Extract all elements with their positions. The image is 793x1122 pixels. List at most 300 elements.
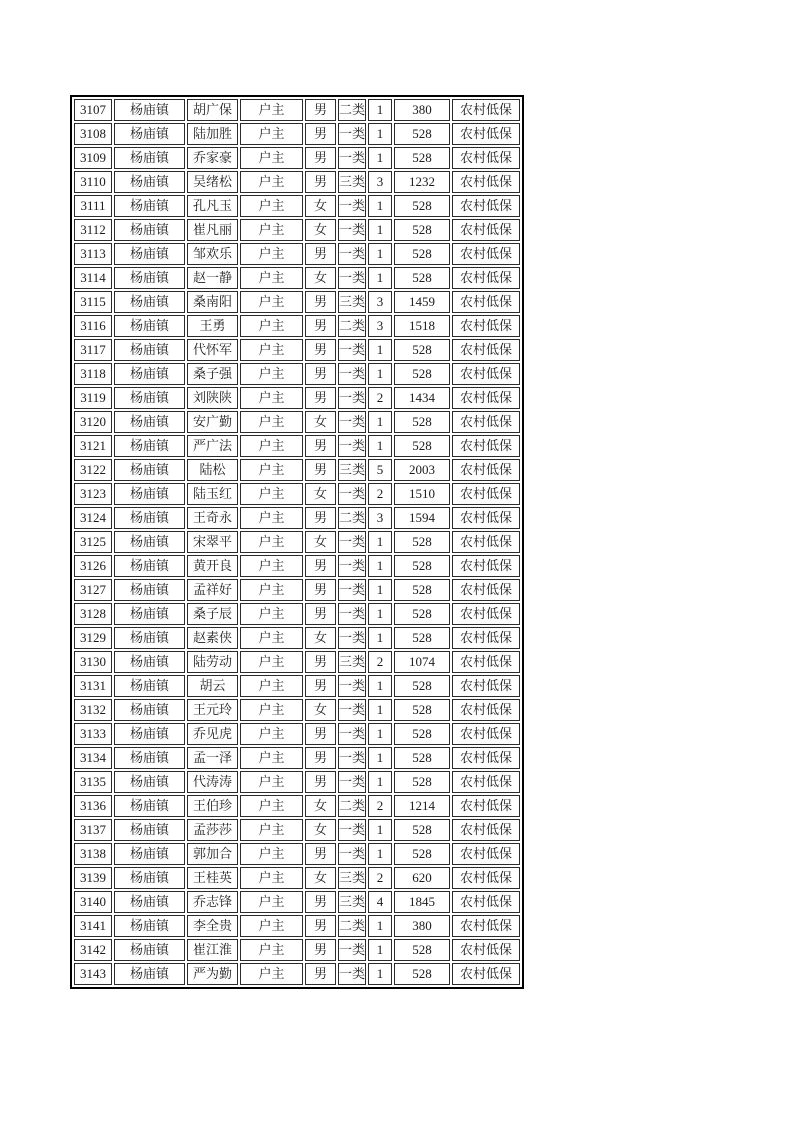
cell-gender: 男 [305,963,336,985]
cell-category: 三类 [338,891,366,913]
cell-id: 3114 [74,267,112,289]
cell-id: 3109 [74,147,112,169]
cell-welfare: 农村低保 [452,915,520,937]
cell-relation: 户主 [240,363,303,385]
cell-welfare: 农村低保 [452,435,520,457]
cell-relation: 户主 [240,843,303,865]
cell-id: 3118 [74,363,112,385]
cell-id: 3111 [74,195,112,217]
cell-welfare: 农村低保 [452,531,520,553]
table-row [74,843,520,865]
welfare-records-table [70,95,524,989]
cell-amount: 1214 [394,795,450,817]
cell-amount: 528 [394,819,450,841]
cell-count: 1 [368,939,392,961]
cell-relation: 户主 [240,747,303,769]
table-row [74,411,520,433]
cell-category: 一类 [338,363,366,385]
cell-name: 吴绪松 [187,171,238,193]
cell-welfare: 农村低保 [452,555,520,577]
cell-gender: 男 [305,459,336,481]
cell-name: 乔志锋 [187,891,238,913]
cell-gender: 男 [305,555,336,577]
cell-category: 一类 [338,723,366,745]
cell-gender: 男 [305,147,336,169]
cell-town: 杨庙镇 [114,411,185,433]
cell-welfare: 农村低保 [452,507,520,529]
cell-town: 杨庙镇 [114,603,185,625]
table-row [74,795,520,817]
cell-town: 杨庙镇 [114,315,185,337]
cell-name: 刘陕陕 [187,387,238,409]
cell-name: 胡云 [187,675,238,697]
cell-category: 一类 [338,147,366,169]
records-body [74,99,520,985]
cell-id: 3120 [74,411,112,433]
cell-name: 桑南阳 [187,291,238,313]
cell-welfare: 农村低保 [452,267,520,289]
cell-count: 1 [368,555,392,577]
table-row [74,915,520,937]
cell-name: 赵一静 [187,267,238,289]
cell-name: 孟一泽 [187,747,238,769]
cell-town: 杨庙镇 [114,675,185,697]
cell-count: 2 [368,387,392,409]
cell-amount: 528 [394,555,450,577]
table-row [74,483,520,505]
cell-relation: 户主 [240,435,303,457]
cell-relation: 户主 [240,627,303,649]
cell-welfare: 农村低保 [452,627,520,649]
cell-town: 杨庙镇 [114,123,185,145]
cell-id: 3131 [74,675,112,697]
cell-relation: 户主 [240,291,303,313]
cell-count: 3 [368,291,392,313]
cell-amount: 528 [394,627,450,649]
cell-count: 1 [368,915,392,937]
cell-count: 1 [368,435,392,457]
cell-name: 孟莎莎 [187,819,238,841]
cell-name: 王桂英 [187,867,238,889]
cell-category: 一类 [338,747,366,769]
table-row [74,771,520,793]
cell-amount: 528 [394,939,450,961]
cell-name: 严广法 [187,435,238,457]
table-row [74,315,520,337]
cell-category: 一类 [338,819,366,841]
cell-welfare: 农村低保 [452,891,520,913]
cell-name: 桑子强 [187,363,238,385]
cell-id: 3133 [74,723,112,745]
cell-name: 孟祥好 [187,579,238,601]
cell-count: 5 [368,459,392,481]
cell-town: 杨庙镇 [114,267,185,289]
cell-category: 一类 [338,387,366,409]
cell-category: 二类 [338,507,366,529]
cell-id: 3116 [74,315,112,337]
cell-relation: 户主 [240,915,303,937]
cell-town: 杨庙镇 [114,579,185,601]
cell-amount: 528 [394,603,450,625]
table-row [74,291,520,313]
cell-amount: 1518 [394,315,450,337]
cell-gender: 女 [305,531,336,553]
cell-town: 杨庙镇 [114,243,185,265]
cell-town: 杨庙镇 [114,291,185,313]
cell-category: 三类 [338,867,366,889]
cell-gender: 男 [305,651,336,673]
cell-name: 王伯珍 [187,795,238,817]
cell-id: 3141 [74,915,112,937]
cell-town: 杨庙镇 [114,723,185,745]
cell-count: 1 [368,339,392,361]
cell-count: 1 [368,627,392,649]
cell-id: 3119 [74,387,112,409]
cell-amount: 528 [394,675,450,697]
cell-welfare: 农村低保 [452,459,520,481]
cell-gender: 女 [305,795,336,817]
cell-welfare: 农村低保 [452,939,520,961]
cell-relation: 户主 [240,99,303,121]
cell-id: 3132 [74,699,112,721]
cell-town: 杨庙镇 [114,147,185,169]
table-row [74,651,520,673]
cell-gender: 男 [305,339,336,361]
cell-town: 杨庙镇 [114,195,185,217]
cell-category: 一类 [338,123,366,145]
table-row [74,267,520,289]
cell-amount: 528 [394,771,450,793]
cell-amount: 1074 [394,651,450,673]
cell-name: 崔凡丽 [187,219,238,241]
table-row [74,675,520,697]
cell-welfare: 农村低保 [452,843,520,865]
cell-relation: 户主 [240,723,303,745]
cell-category: 一类 [338,555,366,577]
cell-id: 3136 [74,795,112,817]
cell-category: 三类 [338,171,366,193]
table-row [74,963,520,985]
cell-category: 一类 [338,963,366,985]
table-row [74,195,520,217]
cell-count: 1 [368,675,392,697]
cell-count: 1 [368,363,392,385]
cell-town: 杨庙镇 [114,435,185,457]
cell-town: 杨庙镇 [114,795,185,817]
cell-gender: 男 [305,579,336,601]
cell-welfare: 农村低保 [452,219,520,241]
cell-name: 代怀军 [187,339,238,361]
cell-category: 一类 [338,771,366,793]
table-row [74,507,520,529]
cell-amount: 1510 [394,483,450,505]
cell-gender: 女 [305,867,336,889]
cell-gender: 男 [305,915,336,937]
cell-gender: 男 [305,363,336,385]
cell-town: 杨庙镇 [114,555,185,577]
cell-gender: 女 [305,483,336,505]
cell-welfare: 农村低保 [452,147,520,169]
cell-id: 3115 [74,291,112,313]
cell-gender: 女 [305,699,336,721]
cell-name: 陆劳动 [187,651,238,673]
cell-relation: 户主 [240,507,303,529]
cell-gender: 男 [305,291,336,313]
cell-amount: 1434 [394,387,450,409]
cell-name: 乔家豪 [187,147,238,169]
cell-relation: 户主 [240,219,303,241]
cell-town: 杨庙镇 [114,819,185,841]
cell-id: 3130 [74,651,112,673]
cell-town: 杨庙镇 [114,747,185,769]
cell-welfare: 农村低保 [452,747,520,769]
cell-welfare: 农村低保 [452,195,520,217]
cell-name: 陆玉红 [187,483,238,505]
cell-id: 3135 [74,771,112,793]
cell-gender: 男 [305,723,336,745]
cell-id: 3124 [74,507,112,529]
cell-name: 赵素侠 [187,627,238,649]
cell-gender: 女 [305,819,336,841]
cell-category: 一类 [338,411,366,433]
cell-relation: 户主 [240,339,303,361]
cell-amount: 528 [394,147,450,169]
cell-relation: 户主 [240,195,303,217]
cell-welfare: 农村低保 [452,483,520,505]
cell-relation: 户主 [240,939,303,961]
cell-welfare: 农村低保 [452,579,520,601]
cell-town: 杨庙镇 [114,939,185,961]
table-row [74,171,520,193]
cell-category: 一类 [338,531,366,553]
cell-id: 3122 [74,459,112,481]
cell-gender: 男 [305,771,336,793]
cell-town: 杨庙镇 [114,339,185,361]
table-row [74,627,520,649]
cell-relation: 户主 [240,411,303,433]
cell-amount: 528 [394,411,450,433]
cell-welfare: 农村低保 [452,99,520,121]
cell-count: 2 [368,651,392,673]
cell-count: 1 [368,411,392,433]
cell-name: 黄开良 [187,555,238,577]
cell-gender: 男 [305,603,336,625]
cell-town: 杨庙镇 [114,627,185,649]
cell-welfare: 农村低保 [452,603,520,625]
cell-relation: 户主 [240,891,303,913]
cell-amount: 528 [394,339,450,361]
cell-category: 一类 [338,699,366,721]
cell-count: 1 [368,699,392,721]
cell-gender: 女 [305,219,336,241]
cell-welfare: 农村低保 [452,819,520,841]
cell-relation: 户主 [240,555,303,577]
cell-id: 3138 [74,843,112,865]
cell-count: 1 [368,531,392,553]
cell-amount: 528 [394,267,450,289]
cell-gender: 男 [305,99,336,121]
cell-gender: 男 [305,675,336,697]
table-row [74,867,520,889]
cell-welfare: 农村低保 [452,699,520,721]
cell-name: 桑子辰 [187,603,238,625]
cell-amount: 528 [394,123,450,145]
cell-id: 3137 [74,819,112,841]
cell-count: 3 [368,171,392,193]
cell-welfare: 农村低保 [452,795,520,817]
cell-relation: 户主 [240,387,303,409]
cell-welfare: 农村低保 [452,291,520,313]
cell-category: 三类 [338,651,366,673]
cell-gender: 男 [305,435,336,457]
cell-welfare: 农村低保 [452,171,520,193]
cell-amount: 1845 [394,891,450,913]
cell-category: 一类 [338,675,366,697]
cell-name: 崔江淮 [187,939,238,961]
cell-id: 3143 [74,963,112,985]
cell-count: 1 [368,771,392,793]
cell-town: 杨庙镇 [114,531,185,553]
cell-town: 杨庙镇 [114,963,185,985]
cell-relation: 户主 [240,867,303,889]
cell-category: 一类 [338,339,366,361]
cell-category: 一类 [338,939,366,961]
cell-id: 3110 [74,171,112,193]
cell-relation: 户主 [240,651,303,673]
table-row [74,243,520,265]
cell-relation: 户主 [240,675,303,697]
cell-count: 1 [368,579,392,601]
cell-count: 1 [368,99,392,121]
cell-amount: 528 [394,435,450,457]
cell-town: 杨庙镇 [114,483,185,505]
cell-id: 3112 [74,219,112,241]
table-row [74,387,520,409]
cell-count: 1 [368,123,392,145]
cell-category: 二类 [338,99,366,121]
cell-id: 3121 [74,435,112,457]
cell-amount: 528 [394,963,450,985]
table-row [74,747,520,769]
cell-id: 3140 [74,891,112,913]
cell-amount: 1594 [394,507,450,529]
cell-amount: 528 [394,531,450,553]
table-row [74,723,520,745]
cell-id: 3113 [74,243,112,265]
cell-amount: 528 [394,723,450,745]
cell-gender: 女 [305,411,336,433]
cell-id: 3142 [74,939,112,961]
cell-amount: 528 [394,747,450,769]
cell-welfare: 农村低保 [452,363,520,385]
cell-gender: 男 [305,387,336,409]
cell-amount: 528 [394,195,450,217]
cell-category: 一类 [338,603,366,625]
cell-amount: 528 [394,579,450,601]
cell-category: 三类 [338,459,366,481]
cell-id: 3125 [74,531,112,553]
cell-town: 杨庙镇 [114,459,185,481]
table-row [74,435,520,457]
cell-welfare: 农村低保 [452,339,520,361]
cell-name: 王勇 [187,315,238,337]
cell-relation: 户主 [240,123,303,145]
cell-relation: 户主 [240,315,303,337]
cell-name: 孔凡玉 [187,195,238,217]
table-row [74,579,520,601]
cell-relation: 户主 [240,603,303,625]
cell-name: 代涛涛 [187,771,238,793]
table-row [74,891,520,913]
cell-name: 陆松 [187,459,238,481]
cell-amount: 1232 [394,171,450,193]
cell-amount: 380 [394,915,450,937]
cell-count: 1 [368,267,392,289]
cell-category: 一类 [338,243,366,265]
cell-category: 一类 [338,435,366,457]
cell-town: 杨庙镇 [114,507,185,529]
cell-amount: 1459 [394,291,450,313]
cell-welfare: 农村低保 [452,675,520,697]
table-row [74,819,520,841]
cell-relation: 户主 [240,267,303,289]
cell-amount: 528 [394,843,450,865]
cell-id: 3139 [74,867,112,889]
cell-id: 3127 [74,579,112,601]
cell-town: 杨庙镇 [114,387,185,409]
table-row [74,339,520,361]
cell-count: 1 [368,723,392,745]
cell-id: 3107 [74,99,112,121]
table-row [74,363,520,385]
cell-name: 郭加合 [187,843,238,865]
cell-category: 一类 [338,483,366,505]
cell-town: 杨庙镇 [114,771,185,793]
cell-count: 4 [368,891,392,913]
cell-relation: 户主 [240,699,303,721]
cell-name: 陆加胜 [187,123,238,145]
cell-name: 李全贵 [187,915,238,937]
cell-relation: 户主 [240,459,303,481]
cell-category: 二类 [338,315,366,337]
cell-welfare: 农村低保 [452,243,520,265]
cell-town: 杨庙镇 [114,867,185,889]
cell-town: 杨庙镇 [114,651,185,673]
cell-relation: 户主 [240,963,303,985]
cell-category: 二类 [338,795,366,817]
cell-gender: 女 [305,195,336,217]
cell-welfare: 农村低保 [452,123,520,145]
cell-town: 杨庙镇 [114,363,185,385]
cell-gender: 男 [305,123,336,145]
cell-category: 一类 [338,579,366,601]
cell-id: 3128 [74,603,112,625]
cell-id: 3134 [74,747,112,769]
cell-town: 杨庙镇 [114,171,185,193]
cell-gender: 男 [305,171,336,193]
cell-name: 胡广保 [187,99,238,121]
cell-category: 二类 [338,915,366,937]
cell-town: 杨庙镇 [114,891,185,913]
cell-welfare: 农村低保 [452,315,520,337]
cell-name: 乔见虎 [187,723,238,745]
cell-relation: 户主 [240,531,303,553]
table-row [74,699,520,721]
cell-category: 一类 [338,219,366,241]
cell-amount: 528 [394,243,450,265]
cell-id: 3117 [74,339,112,361]
cell-name: 邹欢乐 [187,243,238,265]
